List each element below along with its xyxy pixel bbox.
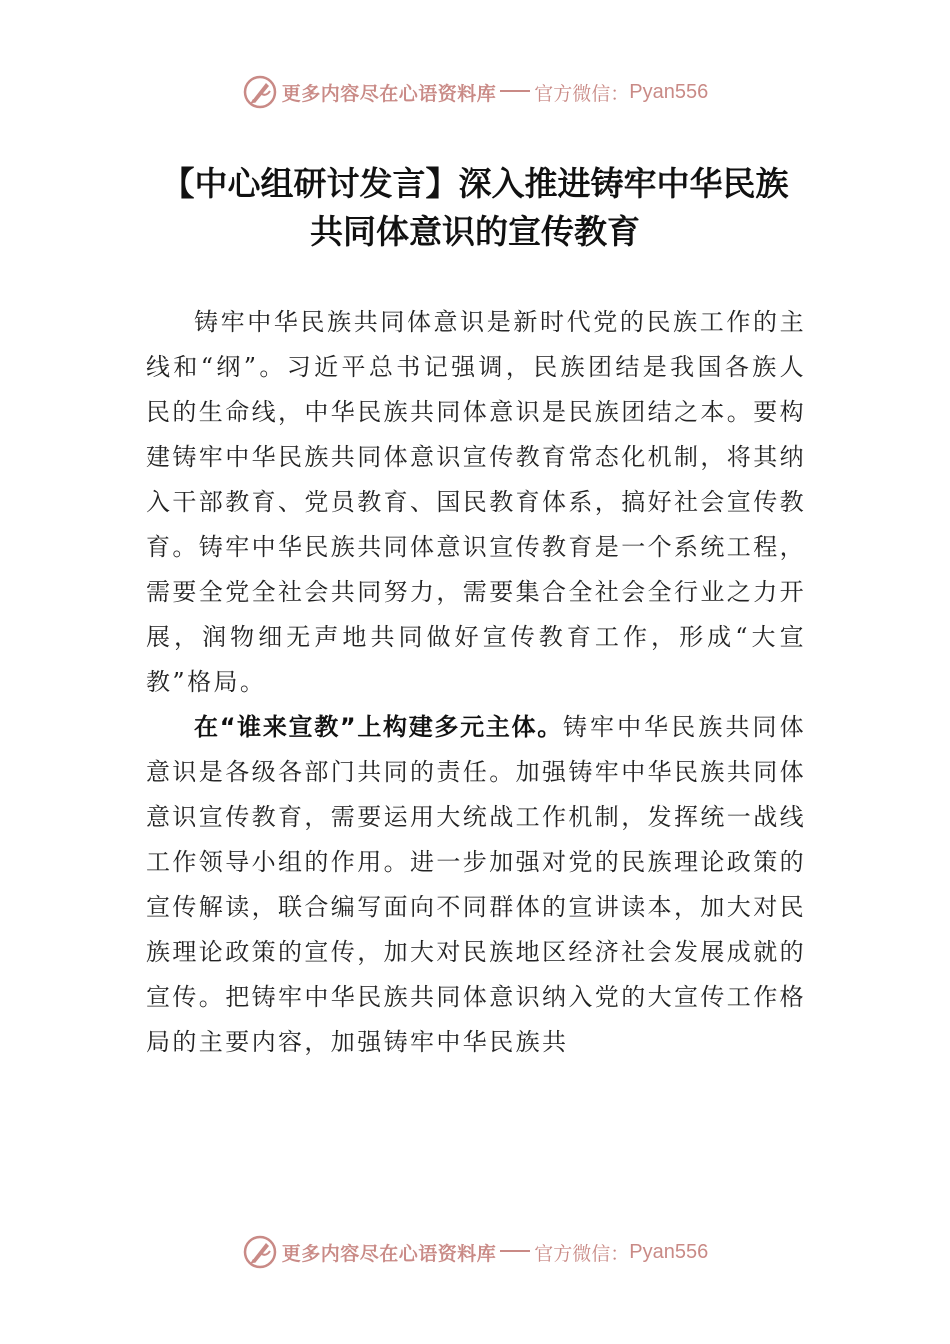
banner-wechat-id: Pyan556 <box>629 80 709 103</box>
paragraph-2 <box>146 705 806 1065</box>
banner-wechat-label: 官方微信： <box>534 82 630 105</box>
banner-main-text: 更多内容尽在心语资料库 <box>281 1242 497 1265</box>
banner-main-text: 更多内容尽在心语资料库 <box>281 82 497 105</box>
paragraph-1: 铸牢中华民族共同体意识是新时代党的民族工作的主线和“纲”。习近平总书记强调，民族团结是我国各族人民的生命线，中华民族共同体意识是民族团结之本。要构建铸牢中华民族共同体意识宣传教育常态化机制，将其纳入干部教育、党员教育、国民教育体系，搞好社会宣传教育。铸牢中华民族共同体意识宣传教育是一个系统工程，需要全党全社会共同努力，需要集合全社会全行业之力开展，润物细无声地共同做好宣传教育工作，形成“大宣教”格局。 <box>146 308 806 696</box>
title-line-2: 共同体意识的宣传教育 <box>310 212 640 251</box>
banner-separator <box>500 1250 530 1252</box>
header-banner <box>0 72 950 112</box>
banner-wechat-label: 官方微信： <box>534 1242 630 1265</box>
paragraph-2-body: 铸牢中华民族共同体意识是各级各部门共同的责任。加强铸牢中华民族共同体意识宣传教育，需要运用大统战工作机制，发挥统一战线工作领导小组的作用。进一步加强对党的民族理论政策的宣传解读，联合编写面向不同群体的宣讲读本，加大对民族理论政策的宣传，加大对民族地区经济社会发展成就的宣传。把铸牢中华民族共同体意识纳入党的大宣传工作格局的主要内容，加强铸牢中华民族共 <box>146 713 807 1056</box>
paragraph-2-lead: 在“谁来宣教”上构建多元主体。 <box>194 713 563 741</box>
banner-wechat-id: Pyan556 <box>629 1240 709 1263</box>
footer-banner <box>0 1232 950 1272</box>
pen-nib-logo-icon <box>242 74 278 110</box>
document-body <box>146 300 806 1065</box>
title-line-1: 【中心组研讨发言】深入推进铸牢中华民族 <box>161 164 789 203</box>
pen-nib-logo-icon <box>242 1234 278 1270</box>
banner-separator <box>500 90 530 92</box>
document-title <box>100 160 850 256</box>
